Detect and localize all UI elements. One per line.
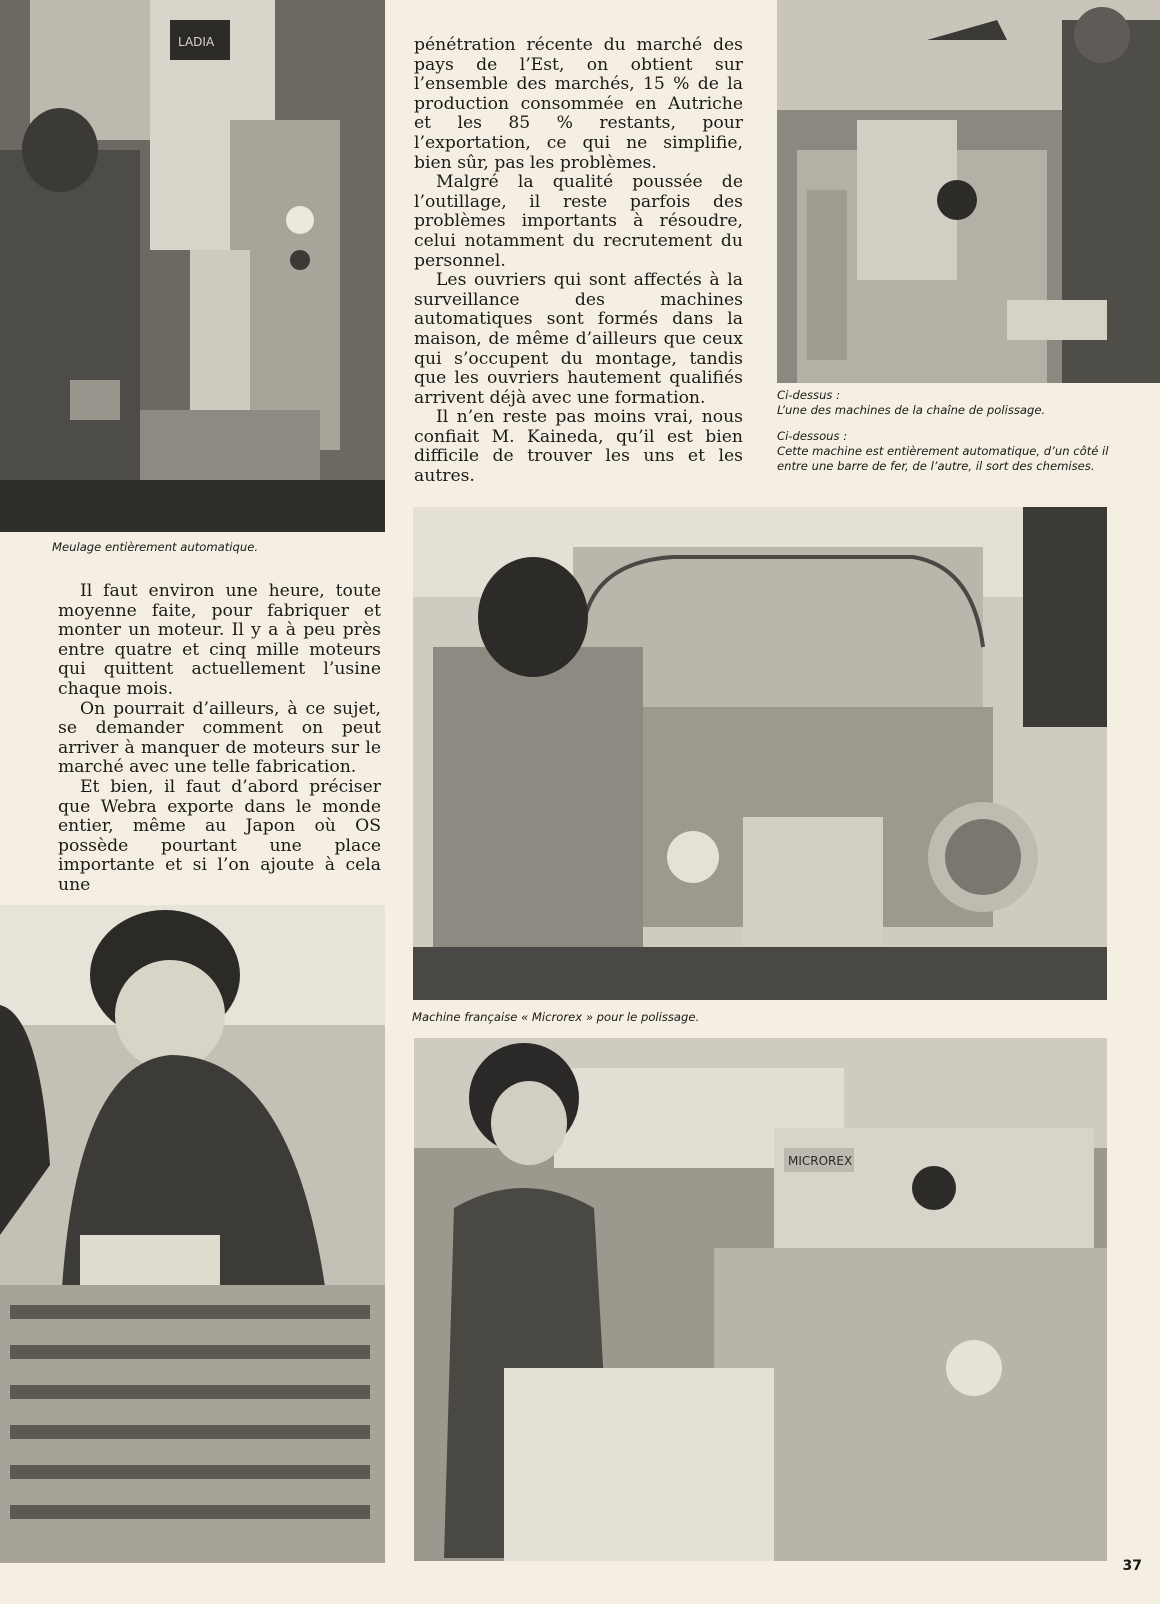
- article-paragraph: Il n’en reste pas moins vrai, nous confiait M. Kaineda, qu’il est bien difficile de trouver les uns et les autres.: [414, 407, 743, 487]
- below-caption-heading: Ci-dessous :: [777, 429, 848, 443]
- article-column-left: [58, 582, 381, 896]
- article-column-top: [414, 36, 743, 487]
- drill-press-photo: [0, 0, 385, 532]
- microrex-brand-label: MICROREX: [788, 1154, 853, 1168]
- automatic-lathe-photo: [413, 507, 1107, 1000]
- article-paragraph: Les ouvriers qui sont affectés à la surveillance des machines automatiques sont formés dans la maison, de même d’ailleurs que ceux qui s’occupent du montage, tandis que les ouvriers hautement qualifiés arrivent déjà avec une formation.: [414, 270, 743, 408]
- below-caption: [777, 429, 1110, 474]
- above-caption-text: L’une des machines de la chaîne de polissage.: [777, 403, 1046, 417]
- above-caption: [777, 388, 1107, 418]
- above-caption-heading: Ci-dessus :: [777, 388, 841, 402]
- article-paragraph: On pourrait d’ailleurs, à ce sujet, se demander comment on peut arriver à manquer de moteurs sur le marché avec une telle fabrication.: [58, 698, 381, 778]
- page-number: 37: [1122, 1558, 1142, 1574]
- grinding-caption: Meulage entièrement automatique.: [52, 540, 259, 554]
- machine-brand-label: LADIA: [178, 35, 215, 49]
- article-paragraph: pénétration récente du marché des pays de l’Est, on obtient sur l’ensemble des marchés, 15 % de la production consommée en Autriche et les 85 % restants, pour l’exportation, ce qui ne simplifie, bien sûr, pas les problèmes.: [414, 35, 743, 173]
- polishing-line-photo: [777, 0, 1160, 383]
- microrex-machine-photo: [414, 1038, 1107, 1561]
- article-paragraph: Malgré la qualité poussée de l’outillage, il reste parfois des problèmes importants à résoudre, celui notamment du recrutement du personnel.: [414, 172, 743, 271]
- microrex-caption-top: Machine française « Microrex » pour le polissage.: [412, 1010, 700, 1024]
- below-caption-text: Cette machine est entièrement automatique, d’un côté il entre une barre de fer, de l’autre, il sort des chemises.: [777, 444, 1109, 473]
- article-paragraph: Il faut environ une heure, toute moyenne faite, pour fabriquer et monter un moteur. Il y a à peu près entre quatre et cinq mille moteurs qui quittent actuellement l’usine chaque mois.: [58, 581, 381, 699]
- assembly-photo: [0, 905, 385, 1563]
- article-paragraph: Et bien, il faut d’abord préciser que Webra exporte dans le monde entier, même au Japon où OS possède pourtant une place importante et si l’on ajoute à cela une: [58, 776, 381, 895]
